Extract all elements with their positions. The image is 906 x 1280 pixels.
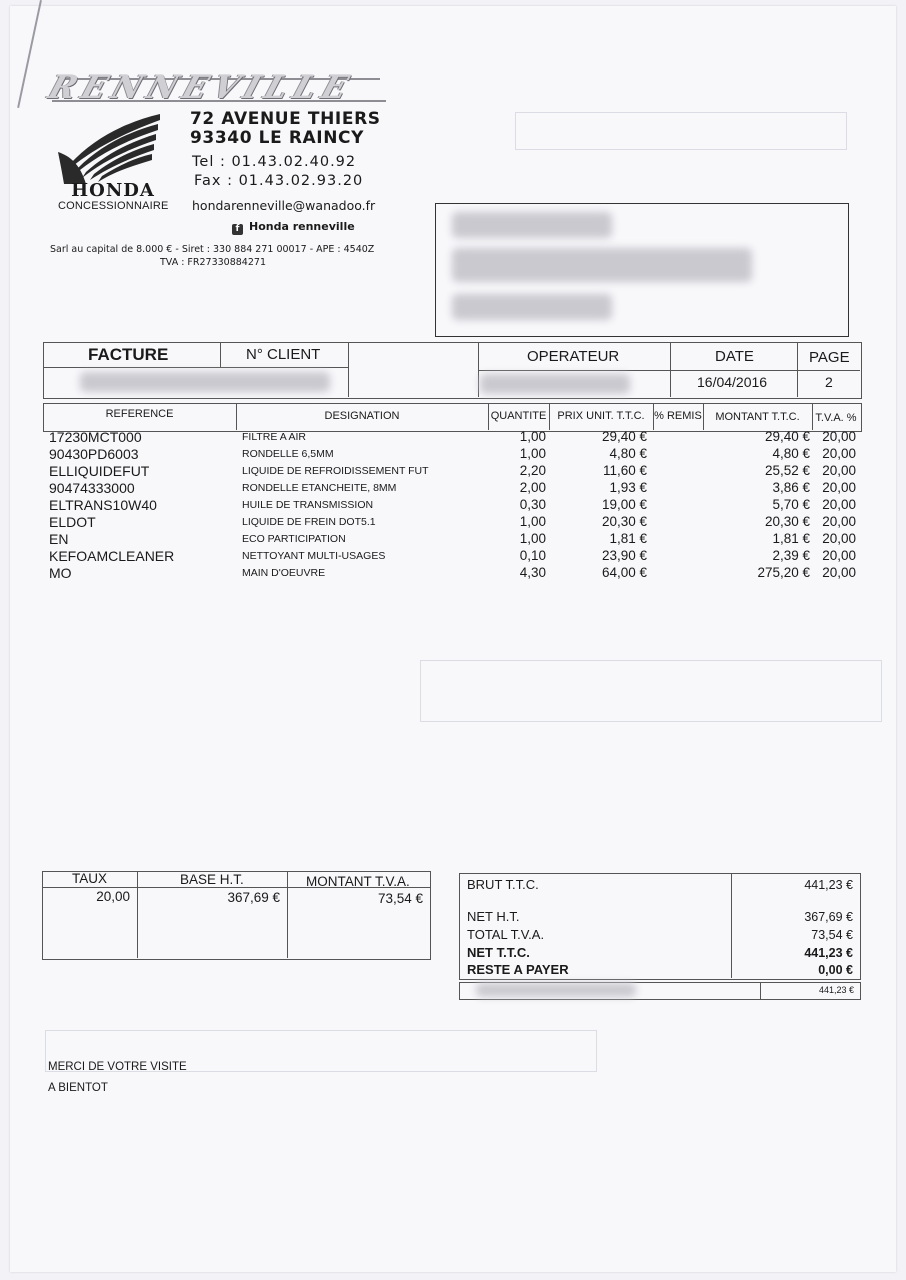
bleed-through-mark [420, 660, 882, 722]
email-address: hondarenneville@wanadoo.fr [192, 198, 376, 213]
table-row [0, 514, 906, 531]
line-tva-rate: 20,00 [822, 548, 856, 563]
honda-wing-icon [56, 112, 166, 188]
col-montant: MONTANT T.T.C. [715, 411, 800, 423]
facebook-link [232, 220, 355, 235]
divider [760, 982, 761, 999]
address-line-1: 72 AVENUE THIERS [190, 109, 381, 129]
line-unit-price: 64,00 € [601, 565, 647, 580]
net-ht-label: NET H.T. [467, 909, 520, 924]
table-row [0, 446, 906, 463]
line-tva-rate: 20,00 [822, 480, 856, 495]
brut-ttc-label: BRUT T.T.C. [467, 877, 539, 892]
line-amount: 20,30 € [764, 514, 810, 529]
redacted-customer-name [452, 212, 612, 238]
tva-taux-label: TAUX [72, 871, 108, 886]
col-tva: T.V.A. % [815, 412, 857, 424]
line-quantity: 1,00 [519, 514, 546, 529]
page-number: 2 [825, 374, 833, 390]
divider [731, 873, 732, 978]
line-amount: 3,86 € [772, 480, 810, 495]
reste-a-payer-value: 0,00 € [818, 963, 853, 977]
col-reference: REFERENCE [105, 408, 174, 420]
line-amount: 25,52 € [764, 463, 810, 478]
concessionnaire-label: CONCESSIONNAIRE [58, 200, 169, 212]
table-row [0, 565, 906, 582]
redacted-operator [480, 374, 630, 394]
table-row [0, 429, 906, 446]
redacted-payment-method [476, 983, 636, 997]
col-designation: DESIGNATION [324, 410, 400, 422]
table-row [0, 531, 906, 548]
line-quantity: 2,20 [519, 463, 546, 478]
line-reference: ELDOT [49, 514, 96, 530]
line-quantity: 0,10 [519, 548, 546, 563]
line-designation: LIQUIDE DE REFROIDISSEMENT FUT [242, 465, 429, 477]
table-row [0, 480, 906, 497]
facebook-icon: f [232, 224, 243, 235]
line-unit-price: 29,40 € [601, 429, 647, 444]
divider [220, 342, 221, 367]
total-tva-label: TOTAL T.V.A. [467, 927, 545, 942]
facebook-name: Honda renneville [249, 220, 355, 233]
line-amount: 1,81 € [772, 531, 810, 546]
line-designation: ECO PARTICIPATION [242, 533, 346, 545]
line-quantity: 1,00 [519, 429, 546, 444]
line-quantity: 4,30 [519, 565, 546, 580]
tva-montant-label: MONTANT T.V.A. [306, 874, 410, 889]
line-designation: NETTOYANT MULTI-USAGES [242, 550, 386, 562]
line-reference: ELTRANS10W40 [49, 497, 157, 513]
line-quantity: 1,00 [519, 446, 546, 461]
divider [478, 342, 479, 397]
line-unit-price: 19,00 € [601, 497, 647, 512]
table-row [0, 548, 906, 565]
divider [348, 342, 349, 397]
tva-montant-value: 73,54 € [377, 891, 423, 906]
line-amount: 2,39 € [772, 548, 810, 563]
line-unit-price: 23,90 € [601, 548, 647, 563]
divider [137, 871, 138, 958]
line-reference: ELLIQUIDEFUT [49, 463, 150, 479]
thank-you-message: MERCI DE VOTRE VISITE [48, 1061, 187, 1073]
tva-number: TVA : FR27330884271 [160, 257, 266, 268]
invoice-date: 16/04/2016 [697, 374, 768, 390]
col-prix-unit: PRIX UNIT. T.T.C. [557, 410, 645, 422]
col-remise: % REMIS [654, 410, 702, 422]
line-quantity: 1,00 [519, 531, 546, 546]
line-reference: 90474333000 [49, 480, 135, 496]
line-tva-rate: 20,00 [822, 565, 856, 580]
table-row [0, 463, 906, 480]
line-designation: RONDELLE 6,5MM [242, 448, 334, 460]
operateur-label: OPERATEUR [527, 348, 620, 365]
line-tva-rate: 20,00 [822, 463, 856, 478]
line-reference: 17230MCT000 [49, 429, 142, 445]
phone-number: Tel : 01.43.02.40.92 [192, 154, 357, 170]
line-reference: 90430PD6003 [49, 446, 139, 462]
table-row [0, 497, 906, 514]
line-tva-rate: 20,00 [822, 429, 856, 444]
see-you-message: A BIENTOT [48, 1082, 108, 1094]
date-label: DATE [715, 348, 754, 365]
line-unit-price: 11,60 € [602, 463, 647, 478]
page-label: PAGE [809, 349, 850, 366]
line-quantity: 2,00 [519, 480, 546, 495]
redacted-customer-address [452, 248, 752, 282]
line-reference: EN [49, 531, 69, 547]
tva-base-label: BASE H.T. [180, 872, 244, 887]
redacted-customer-city [452, 294, 612, 320]
brand-logo: RENNEVILLE [43, 68, 360, 106]
net-ht-value: 367,69 € [804, 910, 853, 924]
reste-a-payer-label: RESTE A PAYER [467, 962, 569, 977]
address-line-2: 93340 LE RAINCY [190, 128, 365, 148]
divider [287, 871, 288, 958]
line-reference: KEFOAMCLEANER [49, 548, 175, 564]
line-unit-price: 20,30 € [601, 514, 647, 529]
line-designation: LIQUIDE DE FREIN DOT5.1 [242, 516, 376, 528]
line-unit-price: 1,81 € [609, 531, 647, 546]
line-quantity: 0,30 [519, 497, 546, 512]
tva-taux-value: 20,00 [96, 889, 130, 904]
line-tva-rate: 20,00 [822, 497, 856, 512]
line-designation: FILTRE A AIR [242, 431, 306, 443]
fax-number: Fax : 01.43.02.93.20 [194, 173, 364, 189]
payment-amount: 441,23 € [818, 985, 854, 995]
line-amount: 4,80 € [772, 446, 810, 461]
line-amount: 29,40 € [764, 429, 810, 444]
divider [478, 370, 860, 371]
line-tva-rate: 20,00 [822, 514, 856, 529]
line-designation: HUILE DE TRANSMISSION [242, 499, 374, 511]
net-ttc-value: 441,23 € [804, 946, 853, 960]
col-quantite: QUANTITE [490, 410, 547, 422]
tva-base-value: 367,69 € [227, 890, 280, 905]
divider [670, 342, 671, 397]
redacted-client-number [80, 372, 330, 392]
line-unit-price: 4,80 € [609, 446, 647, 461]
line-amount: 275,20 € [757, 565, 810, 580]
client-number-label: N° CLIENT [246, 346, 321, 363]
legal-info: Sarl au capital de 8.000 € - Siret : 330 884 271 00017 - APE : 4540Z [50, 244, 375, 255]
line-designation: RONDELLE ETANCHEITE, 8MM [242, 482, 397, 494]
line-tva-rate: 20,00 [822, 531, 856, 546]
line-unit-price: 1,93 € [609, 480, 647, 495]
brut-ttc-value: 441,23 € [804, 878, 853, 892]
divider [43, 367, 348, 368]
bleed-through-mark [515, 112, 847, 150]
net-ttc-label: NET T.T.C. [467, 945, 530, 960]
line-tva-rate: 20,00 [822, 446, 856, 461]
divider [797, 342, 798, 397]
line-amount: 5,70 € [772, 497, 810, 512]
facture-label: FACTURE [88, 345, 169, 364]
line-reference: MO [49, 565, 72, 581]
honda-logo-text: HONDA [71, 180, 155, 201]
total-tva-value: 73,54 € [811, 928, 853, 942]
line-designation: MAIN D'OEUVRE [242, 567, 326, 579]
